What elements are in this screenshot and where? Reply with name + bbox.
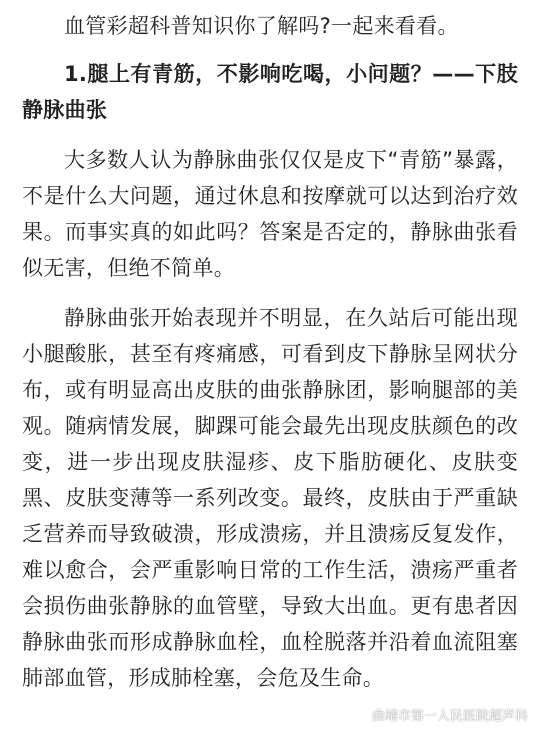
article-body [22,8,518,696]
paragraph-1: 大多数人认为静脉曲张仅仅是皮下“青筋”暴露，不是什么大问题，通过休息和按摩就可以达到治疗效果。而事实真的如此吗？答案是否定的，静脉曲张看似无害，但绝不简单。 [22,148,518,280]
paragraph-2: 静脉曲张开始表现并不明显，在久站后可能出现小腿酸胀，甚至有疼痛感，可看到皮下静脉呈网状分布，或有明显高出皮肤的曲张静脉团，影响腿部的美观。随病情发展，脚踝可能会最先出现皮肤颜色的改变，进一步出现皮肤湿疹、皮下脂肪硬化、皮肤变黑、皮肤变薄等一系列改变。最终，皮肤由于严重缺乏营养而导致破溃，形成溃疡，并且溃疡反复发作，难以愈合，会严重影响日常的工作生活，溃疡严重者会损伤曲张静脉的血管壁，导致大出血。更有患者因静脉曲张而形成静脉血栓，血栓脱落并沿着血流阻塞肺部血管，形成肺栓塞，会危及生命。 [22,306,518,690]
intro-text: 血管彩超科普知识你了解吗?一起来看看。 [64,14,459,38]
watermark-text: 曲靖市第一人民医院超声科 [371,709,528,724]
section-heading: 1.腿上有青筋，不影响吃喝，小问题？——下肢静脉曲张 [22,62,518,122]
wechat-icon [350,707,368,723]
source-watermark [350,705,528,724]
